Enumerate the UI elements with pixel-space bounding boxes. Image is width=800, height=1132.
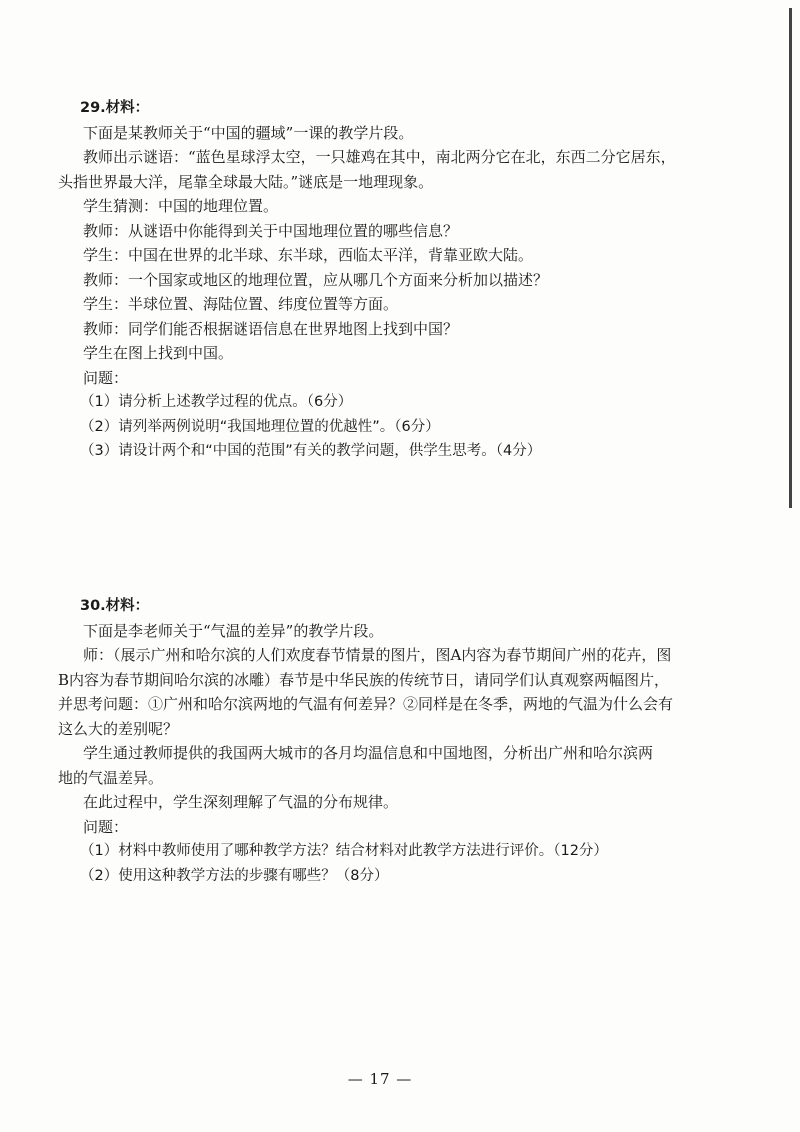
material-line: 学生在图上找到中国。 <box>83 344 234 362</box>
material-line: 师：（展示广州和哈尔滨的人们欢度春节情景的图片，图A内容为春节期间广州的花卉，图 <box>83 646 672 664</box>
material-line: B内容为春节期间哈尔滨的冰雕）春节是中华民族的传统节日，请同学们认真观察两幅图片， <box>58 670 670 689</box>
material-line: 教师：从谜语中你能得到关于中国地理位置的哪些信息？ <box>83 221 459 240</box>
question-item: （1）材料中教师使用了哪种教学方法？结合材料对此教学方法进行评价。（12分） <box>80 843 608 859</box>
question-item: （3）请设计两个和“中国的范围”有关的教学问题，供学生思考。（4分） <box>80 443 542 459</box>
page-number: — 17 — <box>347 1070 413 1088</box>
material-line: 学生：中国在世界的北半球、东半球，西临太平洋，背靠亚欧大陆。 <box>83 246 534 264</box>
material-line: 学生：半球位置、海陆位置、纬度位置等方面。 <box>83 295 399 313</box>
material-line: 教师：同学们能否根据谜语信息在世界地图上找到中国？ <box>83 319 459 338</box>
question-item: （2）使用这种教学方法的步骤有哪些？（8分） <box>80 867 389 884</box>
material-line: 地的气温差异。 <box>58 768 164 787</box>
material-line: 学生猜测：中国的地理位置。 <box>83 197 279 215</box>
material-line: 并思考问题：①广州和哈尔滨两地的气温有何差异？②同样是在冬季，两地的气温为什么会有 <box>58 695 674 713</box>
material-line: 在此过程中，学生深刻理解了气温的分布规律。 <box>83 793 399 811</box>
question-30 <box>58 594 710 888</box>
scan-edge-line <box>789 8 792 508</box>
material-line: 头指世界最大洋，尾靠全球最大陆。”谜底是一地理现象。 <box>58 172 434 191</box>
material-line: 教师出示谜语：“蓝色星球浮太空，一只雄鸡在其中，南北两分它在北，东西二分它居东， <box>83 148 676 166</box>
material-line: 学生通过教师提供的我国两大城市的各月均温信息和中国地图，分析出广州和哈尔滨两 <box>83 744 654 762</box>
material-line: 教师：一个国家或地区的地理位置，应从哪几个方面来分析加以描述？ <box>83 270 549 289</box>
question-item: （2）请列举两例说明“我国地理位置的优越性”。（6分） <box>80 418 440 435</box>
questions-label: 问题： <box>83 817 129 836</box>
material-line: 下面是李老师关于“气温的差异”的教学片段。 <box>83 621 384 640</box>
question-item: （1）请分析上述教学过程的优点。（6分） <box>80 394 353 410</box>
material-line: 这么大的差别呢？ <box>58 719 179 738</box>
questions-label: 问题： <box>83 368 129 387</box>
question-29-heading: 29.材料： <box>80 100 150 116</box>
question-29 <box>58 96 710 464</box>
material-line: 下面是某教师关于“中国的疆域”一课的教学片段。 <box>83 123 414 142</box>
question-30-heading: 30.材料： <box>80 598 150 614</box>
